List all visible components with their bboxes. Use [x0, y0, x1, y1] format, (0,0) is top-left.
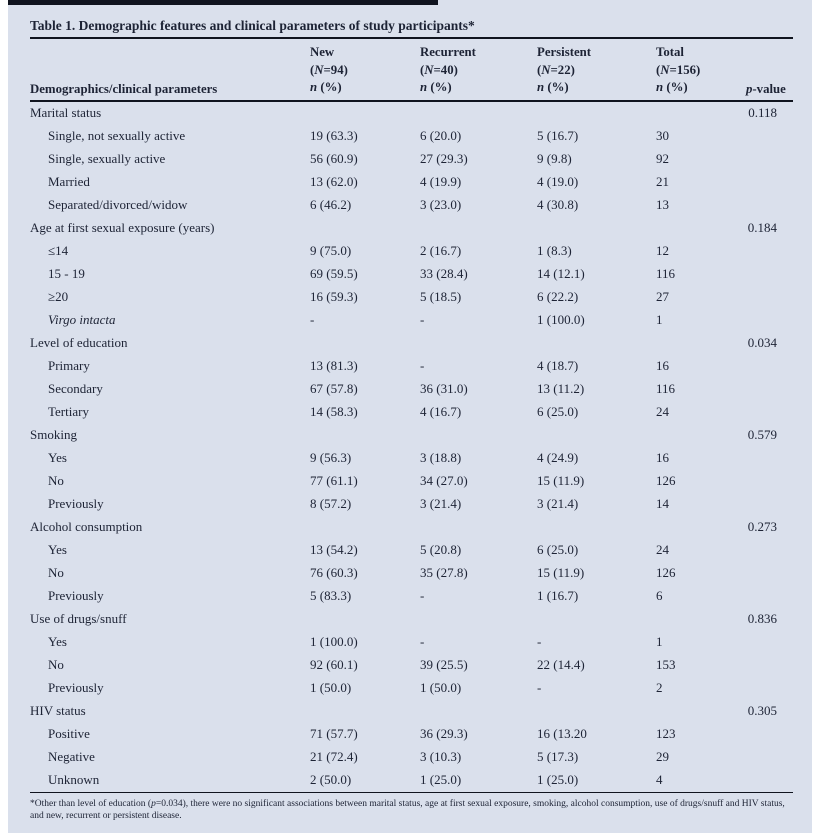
value-cell: 5 (20.8) — [420, 542, 462, 557]
value-cell: 1 (100.0) — [537, 312, 585, 327]
item-row — [30, 286, 793, 309]
value-cell: - — [420, 312, 425, 327]
value-cell: 6 (25.0) — [537, 542, 579, 557]
value-cell: 126 — [656, 473, 676, 488]
value-cell: 123 — [656, 726, 676, 741]
item-label: Married — [48, 174, 90, 189]
value-cell: 14 (12.1) — [537, 266, 585, 281]
value-cell: 21 — [656, 174, 669, 189]
item-label: Unknown — [48, 772, 100, 787]
value-cell: 3 (21.4) — [537, 496, 579, 511]
value-cell: 1 (50.0) — [420, 680, 462, 695]
item-label: Single, sexually active — [48, 151, 166, 166]
table-panel — [8, 0, 812, 833]
value-cell: 4 (19.0) — [537, 174, 579, 189]
section-label: Smoking — [30, 427, 77, 442]
value-cell: 3 (18.8) — [420, 450, 462, 465]
value-cell: 9 (75.0) — [310, 243, 352, 258]
value-cell: 153 — [656, 657, 676, 672]
value-cell: 15 (11.9) — [537, 473, 585, 488]
group-count: (N=156) — [656, 62, 701, 77]
value-cell: 6 — [656, 588, 663, 603]
section-pvalue: 0.273 — [747, 519, 777, 534]
value-cell: 5 (17.3) — [537, 749, 579, 764]
value-cell: 9 (56.3) — [310, 450, 352, 465]
item-row — [30, 677, 793, 700]
section-row — [30, 217, 793, 240]
item-label: Primary — [48, 358, 90, 373]
item-label: Negative — [48, 749, 95, 764]
item-label: Previously — [48, 496, 104, 511]
group-count: (N=94) — [310, 62, 348, 77]
item-row — [30, 309, 793, 332]
value-cell: 4 — [656, 772, 663, 787]
section-label: Level of education — [30, 335, 128, 350]
value-cell: 2 — [656, 680, 663, 695]
section-label: Marital status — [30, 105, 102, 120]
value-cell: 92 (60.1) — [310, 657, 358, 672]
item-label: ≥20 — [48, 289, 69, 304]
item-row — [30, 493, 793, 516]
table-body — [30, 102, 793, 792]
table-title: Table 1. Demographic features and clinical parameters of study participants* — [30, 18, 475, 33]
item-label: Previously — [48, 588, 104, 603]
section-pvalue: 0.305 — [747, 703, 777, 718]
value-cell: 12 — [656, 243, 669, 258]
column-header-total — [656, 44, 746, 97]
group-name: Total — [656, 45, 684, 59]
value-cell: 3 (10.3) — [420, 749, 462, 764]
value-cell: 19 (63.3) — [310, 128, 358, 143]
value-cell: 1 — [656, 634, 663, 649]
section-row — [30, 516, 793, 539]
value-cell: 2 (50.0) — [310, 772, 352, 787]
value-cell: 14 (58.3) — [310, 404, 358, 419]
section-label: Use of drugs/snuff — [30, 611, 127, 626]
item-label: Yes — [48, 542, 67, 557]
value-cell: 16 — [656, 358, 669, 373]
section-pvalue: 0.184 — [747, 220, 777, 235]
value-cell: 1 (100.0) — [310, 634, 358, 649]
item-row — [30, 723, 793, 746]
item-label: Secondary — [48, 381, 103, 396]
value-cell: 8 (57.2) — [310, 496, 352, 511]
item-label: No — [48, 657, 64, 672]
item-label: Single, not sexually active — [48, 128, 186, 143]
item-row — [30, 539, 793, 562]
item-row — [30, 447, 793, 470]
value-cell: 67 (57.8) — [310, 381, 358, 396]
value-cell: 56 (60.9) — [310, 151, 358, 166]
group-count: (N=22) — [537, 62, 575, 77]
value-cell: 116 — [656, 266, 676, 281]
section-row — [30, 700, 793, 723]
item-label: No — [48, 565, 64, 580]
item-row — [30, 470, 793, 493]
table-content — [30, 0, 793, 822]
value-cell: 4 (19.9) — [420, 174, 462, 189]
value-cell: 16 (59.3) — [310, 289, 358, 304]
value-cell: 16 — [656, 450, 669, 465]
value-cell: 39 (25.5) — [420, 657, 468, 672]
item-label: Positive — [48, 726, 90, 741]
item-row — [30, 631, 793, 654]
value-cell: 4 (18.7) — [537, 358, 579, 373]
item-row — [30, 355, 793, 378]
value-cell: 5 (18.5) — [420, 289, 462, 304]
value-cell: 29 — [656, 749, 669, 764]
section-pvalue: 0.034 — [747, 335, 777, 350]
value-cell: 34 (27.0) — [420, 473, 468, 488]
value-cell: 15 (11.9) — [537, 565, 585, 580]
value-cell: 13 (11.2) — [537, 381, 585, 396]
group-subheader: n (%) — [656, 80, 688, 94]
section-row — [30, 424, 793, 447]
item-row — [30, 263, 793, 286]
item-row — [30, 125, 793, 148]
value-cell: 1 — [656, 312, 663, 327]
value-cell: 76 (60.3) — [310, 565, 358, 580]
item-label: Virgo intacta — [48, 312, 116, 327]
value-cell: 92 — [656, 151, 669, 166]
group-count: (N=40) — [420, 62, 458, 77]
value-cell: 14 — [656, 496, 669, 511]
value-cell: 6 (22.2) — [537, 289, 579, 304]
value-cell: 2 (16.7) — [420, 243, 462, 258]
item-row — [30, 562, 793, 585]
value-cell: - — [420, 634, 425, 649]
section-pvalue: 0.579 — [747, 427, 777, 442]
value-cell: 77 (61.1) — [310, 473, 358, 488]
value-cell: 36 (29.3) — [420, 726, 468, 741]
group-subheader: n (%) — [310, 80, 342, 94]
value-cell: - — [537, 680, 542, 695]
value-cell: 5 (16.7) — [537, 128, 579, 143]
value-cell: 9 (9.8) — [537, 151, 572, 166]
section-row — [30, 102, 793, 125]
footnote: *Other than level of education (p=0.034), there were no significant associations between marital status, age at first sexual exposure, smoking, alcohol consumption, use of drugs/snuff and HIV status, and new, recurrent or persistent disease. — [30, 798, 785, 821]
value-cell: 36 (31.0) — [420, 381, 468, 396]
group-subheader: n (%) — [420, 80, 452, 94]
value-cell: 24 — [656, 542, 669, 557]
column-header-recurrent — [420, 44, 537, 97]
value-cell: - — [420, 588, 425, 603]
section-pvalue: 0.836 — [747, 611, 777, 626]
item-label: Tertiary — [48, 404, 89, 419]
value-cell: 71 (57.7) — [310, 726, 358, 741]
item-row — [30, 585, 793, 608]
item-label: Previously — [48, 680, 104, 695]
item-row — [30, 194, 793, 217]
value-cell: - — [420, 358, 425, 373]
item-label: Separated/divorced/widow — [48, 197, 188, 212]
value-cell: 24 — [656, 404, 669, 419]
value-cell: 13 (62.0) — [310, 174, 358, 189]
item-label: 15 - 19 — [48, 266, 85, 281]
value-cell: 1 (16.7) — [537, 588, 579, 603]
value-cell: 126 — [656, 565, 676, 580]
value-cell: 33 (28.4) — [420, 266, 468, 281]
item-row — [30, 171, 793, 194]
value-cell: 6 (25.0) — [537, 404, 579, 419]
item-row — [30, 240, 793, 263]
value-cell: 3 (23.0) — [420, 197, 462, 212]
group-name: Recurrent — [420, 45, 476, 59]
value-cell: 16 (13.20 — [537, 726, 587, 741]
item-row — [30, 148, 793, 171]
item-label: Yes — [48, 634, 67, 649]
value-cell: 6 (46.2) — [310, 197, 352, 212]
column-header-persistent — [537, 44, 656, 97]
item-label: ≤14 — [48, 243, 69, 258]
value-cell: 27 — [656, 289, 669, 304]
group-subheader: n (%) — [537, 80, 569, 94]
section-row — [30, 608, 793, 631]
value-cell: 4 (30.8) — [537, 197, 579, 212]
value-cell: 30 — [656, 128, 669, 143]
item-label: Yes — [48, 450, 67, 465]
value-cell: 1 (50.0) — [310, 680, 352, 695]
value-cell: 22 (14.4) — [537, 657, 585, 672]
value-cell: 3 (21.4) — [420, 496, 462, 511]
group-name: Persistent — [537, 45, 592, 59]
value-cell: 21 (72.4) — [310, 749, 358, 764]
item-label: No — [48, 473, 64, 488]
item-row — [30, 401, 793, 424]
section-row — [30, 332, 793, 355]
value-cell: - — [310, 312, 315, 327]
item-row — [30, 654, 793, 677]
bottom-rule — [30, 792, 793, 793]
section-pvalue: 0.118 — [748, 105, 777, 120]
item-row — [30, 769, 793, 792]
value-cell: 1 (8.3) — [537, 243, 572, 258]
value-cell: 6 (20.0) — [420, 128, 462, 143]
item-row — [30, 746, 793, 769]
value-cell: 116 — [656, 381, 676, 396]
value-cell: 27 (29.3) — [420, 151, 468, 166]
table-header-row — [30, 39, 793, 100]
group-name: New — [310, 45, 335, 59]
value-cell: 4 (24.9) — [537, 450, 579, 465]
column-header-parameters: Demographics/clinical parameters — [30, 81, 218, 96]
value-cell: 13 (81.3) — [310, 358, 358, 373]
value-cell: 4 (16.7) — [420, 404, 462, 419]
value-cell: 69 (59.5) — [310, 266, 358, 281]
value-cell: 1 (25.0) — [420, 772, 462, 787]
section-label: Alcohol consumption — [30, 519, 143, 534]
value-cell: - — [537, 634, 542, 649]
item-row — [30, 378, 793, 401]
column-header-pvalue: p-value — [746, 81, 786, 96]
value-cell: 5 (83.3) — [310, 588, 352, 603]
section-label: Age at first sexual exposure (years) — [30, 220, 215, 235]
value-cell: 13 (54.2) — [310, 542, 358, 557]
column-header-new — [310, 44, 420, 97]
section-label: HIV status — [30, 703, 86, 718]
value-cell: 13 — [656, 197, 669, 212]
value-cell: 35 (27.8) — [420, 565, 468, 580]
value-cell: 1 (25.0) — [537, 772, 579, 787]
